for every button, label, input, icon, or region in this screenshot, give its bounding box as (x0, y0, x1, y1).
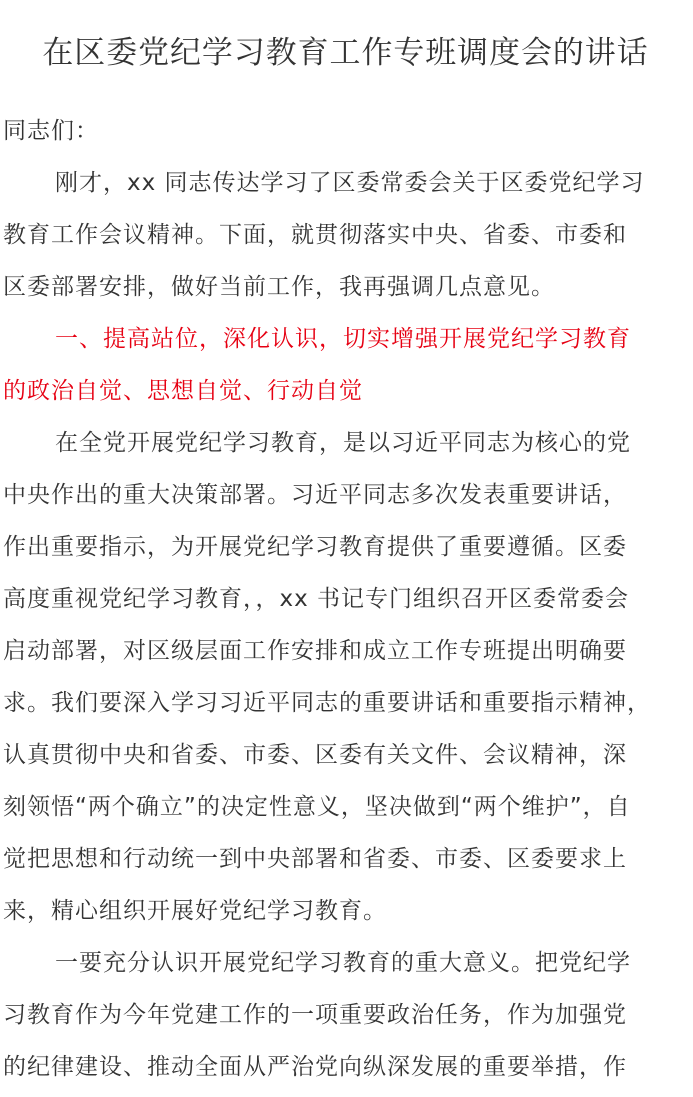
paragraph-line: 高度重视党纪学习教育，，xx 书记专门组织召开区委常委会 (3, 586, 630, 612)
paragraph-line: 在全党开展党纪学习教育，是以习近平同志为核心的党 (55, 430, 631, 456)
paragraph-line: 区委部署安排，做好当前工作，我再强调几点意见。 (3, 274, 555, 300)
section-heading-line: 一、提高站位，深化认识，切实增强开展党纪学习教育 (55, 326, 631, 352)
section-heading-line: 的政治自觉、思想自觉、行动自觉 (3, 378, 363, 404)
paragraph-line: 来，精心组织开展好党纪学习教育。 (3, 898, 387, 924)
paragraph-line: 求。我们要深入学习习近平同志的重要讲话和重要指示精神， (3, 690, 651, 716)
paragraph-line: 启动部署，对区级层面工作安排和成立工作专班提出明确要 (3, 638, 627, 664)
document-title: 在区委党纪学习教育工作专班调度会的讲话 (42, 35, 649, 71)
paragraph-line: 一要充分认识开展党纪学习教育的重大意义。把党纪学 (55, 950, 631, 976)
paragraph-line: 作出重要指示，为开展党纪学习教育提供了重要遵循。区委 (3, 534, 627, 560)
paragraph-line: 教育工作会议精神。下面，就贯彻落实中央、省委、市委和 (3, 222, 627, 248)
paragraph-line: 的纪律建设、推动全面从严治党向纵深发展的重要举措，作 (3, 1054, 627, 1080)
paragraph-line: 刚才，xx 同志传达学习了区委常委会关于区委党纪学习 (55, 170, 645, 196)
salutation: 同志们： (3, 118, 99, 144)
paragraph-line: 刻领悟“两个确立”的决定性意义，坚决做到“两个维护”，自 (3, 794, 631, 820)
paragraph-line: 认真贯彻中央和省委、市委、区委有关文件、会议精神，深 (3, 742, 627, 768)
paragraph-line: 习教育作为今年党建工作的一项重要政治任务，作为加强党 (3, 1002, 627, 1028)
paragraph-line: 中央作出的重大决策部署。习近平同志多次发表重要讲话， (3, 482, 627, 508)
paragraph-line: 觉把思想和行动统一到中央部署和省委、市委、区委要求上 (3, 846, 627, 872)
